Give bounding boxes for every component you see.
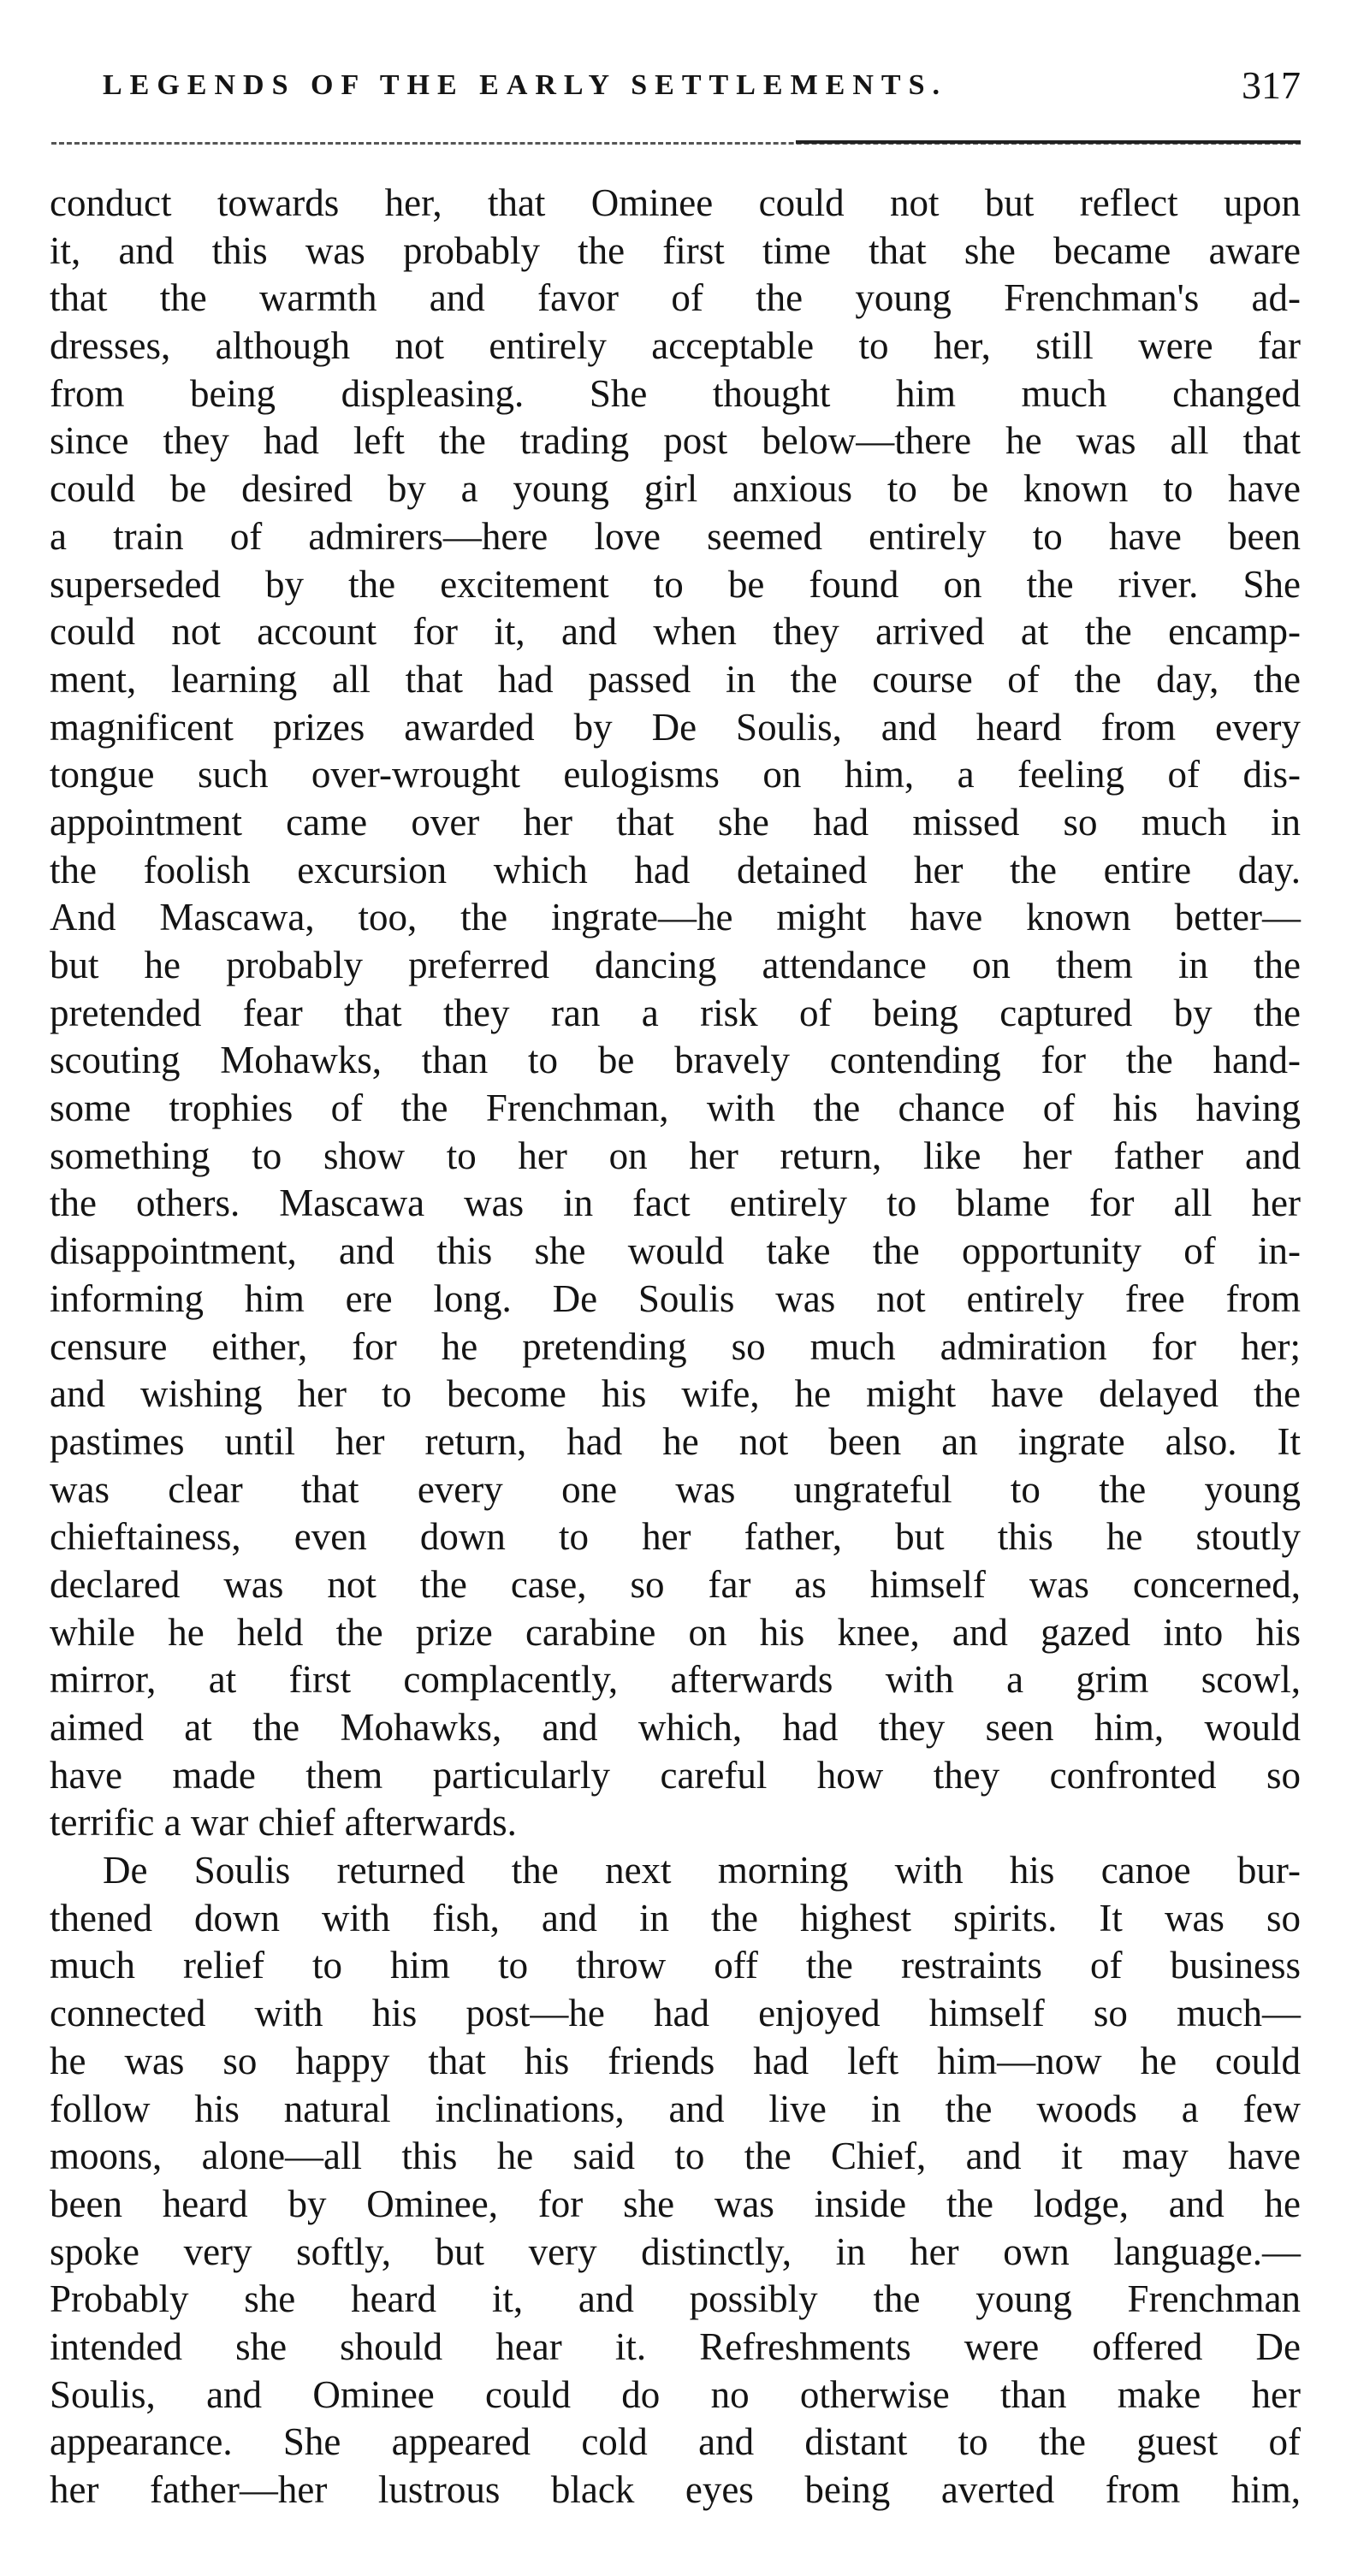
text-line: chieftainess, even down to her father, but this he stoutly [50, 1515, 1301, 1559]
text-line: have made them particularly careful how they confronted so [50, 1753, 1301, 1797]
text-line: aimed at the Mohawks, and which, had they seen him, would [50, 1706, 1301, 1749]
text-line: pretended fear that they ran a risk of being captured by the [50, 991, 1301, 1034]
text-line: disappointment, and this she would take the opportunity of in- [50, 1229, 1301, 1273]
text-line: declared was not the case, so far as himself was concerned, [50, 1562, 1301, 1606]
text-line: but he probably preferred dancing attendance on them in the [50, 944, 1301, 986]
text-line: terrific a war chief afterwards. [50, 1801, 517, 1845]
text-line: spoke very softly, but very distinctly, in her own language.— [50, 2230, 1301, 2273]
text-line: a train of admirers—here love seemed entirely to have been [50, 514, 1301, 558]
text-line: that the warmth and favor of the young Frenchman's ad- [50, 276, 1301, 320]
text-line: Soulis, and Ominee could do no otherwise than make her [50, 2372, 1301, 2416]
text-line: much relief to him to throw off the restraints of business [50, 1944, 1301, 1987]
text-line: while he held the prize carabine on his knee, and gazed into his [50, 1610, 1301, 1654]
text-line: pastimes until her return, had he not been an ingrate also. It [50, 1419, 1301, 1463]
text-line: some trophies of the Frenchman, with the chance of his having [50, 1087, 1301, 1130]
text-line: been heard by Ominee, for she was inside the lodge, and he [50, 2182, 1301, 2225]
text-line: from being displeasing. She thought him much changed [50, 371, 1301, 415]
text-line: censure either, for he pretending so much admiration for her; [50, 1324, 1301, 1368]
text-line: was clear that every one was ungrateful to the young [50, 1467, 1301, 1511]
text-line: ment, learning all that had passed in the course of the day, the [50, 657, 1301, 701]
text-line: intended she should hear it. Refreshments were offered De [50, 2324, 1301, 2368]
text-line: informing him ere long. De Soulis was not entirely free from [50, 1276, 1301, 1320]
paragraph-2 [50, 1847, 1301, 2514]
running-head [103, 60, 1301, 111]
text-line: connected with his post—he had enjoyed himself so much— [50, 1992, 1301, 2035]
text-line: De Soulis returned the next morning with his canoe bur- [103, 1849, 1301, 1892]
text-line: could not account for it, and when they arrived at the encamp- [50, 610, 1301, 654]
text-line: dresses, although not entirely acceptable to her, still were far [50, 324, 1301, 368]
text-line: thened down with fish, and in the highest spirits. It was so [50, 1896, 1301, 1939]
text-line: appointment came over her that she had missed so much in [50, 800, 1301, 844]
text-line: superseded by the excitement to be found on the river. She [50, 562, 1301, 606]
text-line: tongue such over-wrought eulogisms on him, a feeling of dis- [50, 753, 1301, 796]
text-line: appearance. She appeared cold and distant to the guest of [50, 2420, 1301, 2464]
paragraph-1 [50, 180, 1301, 1847]
text-line: moons, alone—all this he said to the Chief, and it may have [50, 2135, 1301, 2178]
text-line: conduct towards her, that Ominee could not but reflect upon [50, 181, 1301, 224]
text-line: he was so happy that his friends had left him—now he could [50, 2039, 1301, 2082]
text-line: her father—her lustrous black eyes being averted from him, [50, 2468, 1301, 2511]
text-line: since they had left the trading post below—there he was all that [50, 419, 1301, 463]
text-line: mirror, at first complacently, afterwards with a grim scowl, [50, 1658, 1301, 1702]
body-text [50, 180, 1301, 2514]
text-line: it, and this was probably the first time that she became aware [50, 228, 1301, 272]
page-number: 317 [1242, 63, 1301, 107]
running-title: LEGENDS OF THE EARLY SETTLEMENTS. [103, 69, 947, 101]
text-line: and wishing her to become his wife, he might have delayed the [50, 1372, 1301, 1416]
header-divider-solid [796, 140, 1301, 144]
text-line: magnificent prizes awarded by De Soulis, and heard from every [50, 705, 1301, 749]
text-line: And Mascawa, too, the ingrate—he might have known better— [50, 896, 1301, 939]
text-line: something to show to her on her return, like her father and [50, 1134, 1301, 1177]
text-line: follow his natural inclinations, and live in the woods a few [50, 2087, 1301, 2130]
text-line: the others. Mascawa was in fact entirely to blame for all her [50, 1181, 1301, 1225]
text-line: Probably she heard it, and possibly the young Frenchman [50, 2277, 1301, 2321]
text-line: could be desired by a young girl anxious to be known to have [50, 467, 1301, 511]
text-line: the foolish excursion which had detained her the entire day. [50, 848, 1301, 891]
text-line: scouting Mohawks, than to be bravely contending for the hand- [50, 1039, 1301, 1082]
